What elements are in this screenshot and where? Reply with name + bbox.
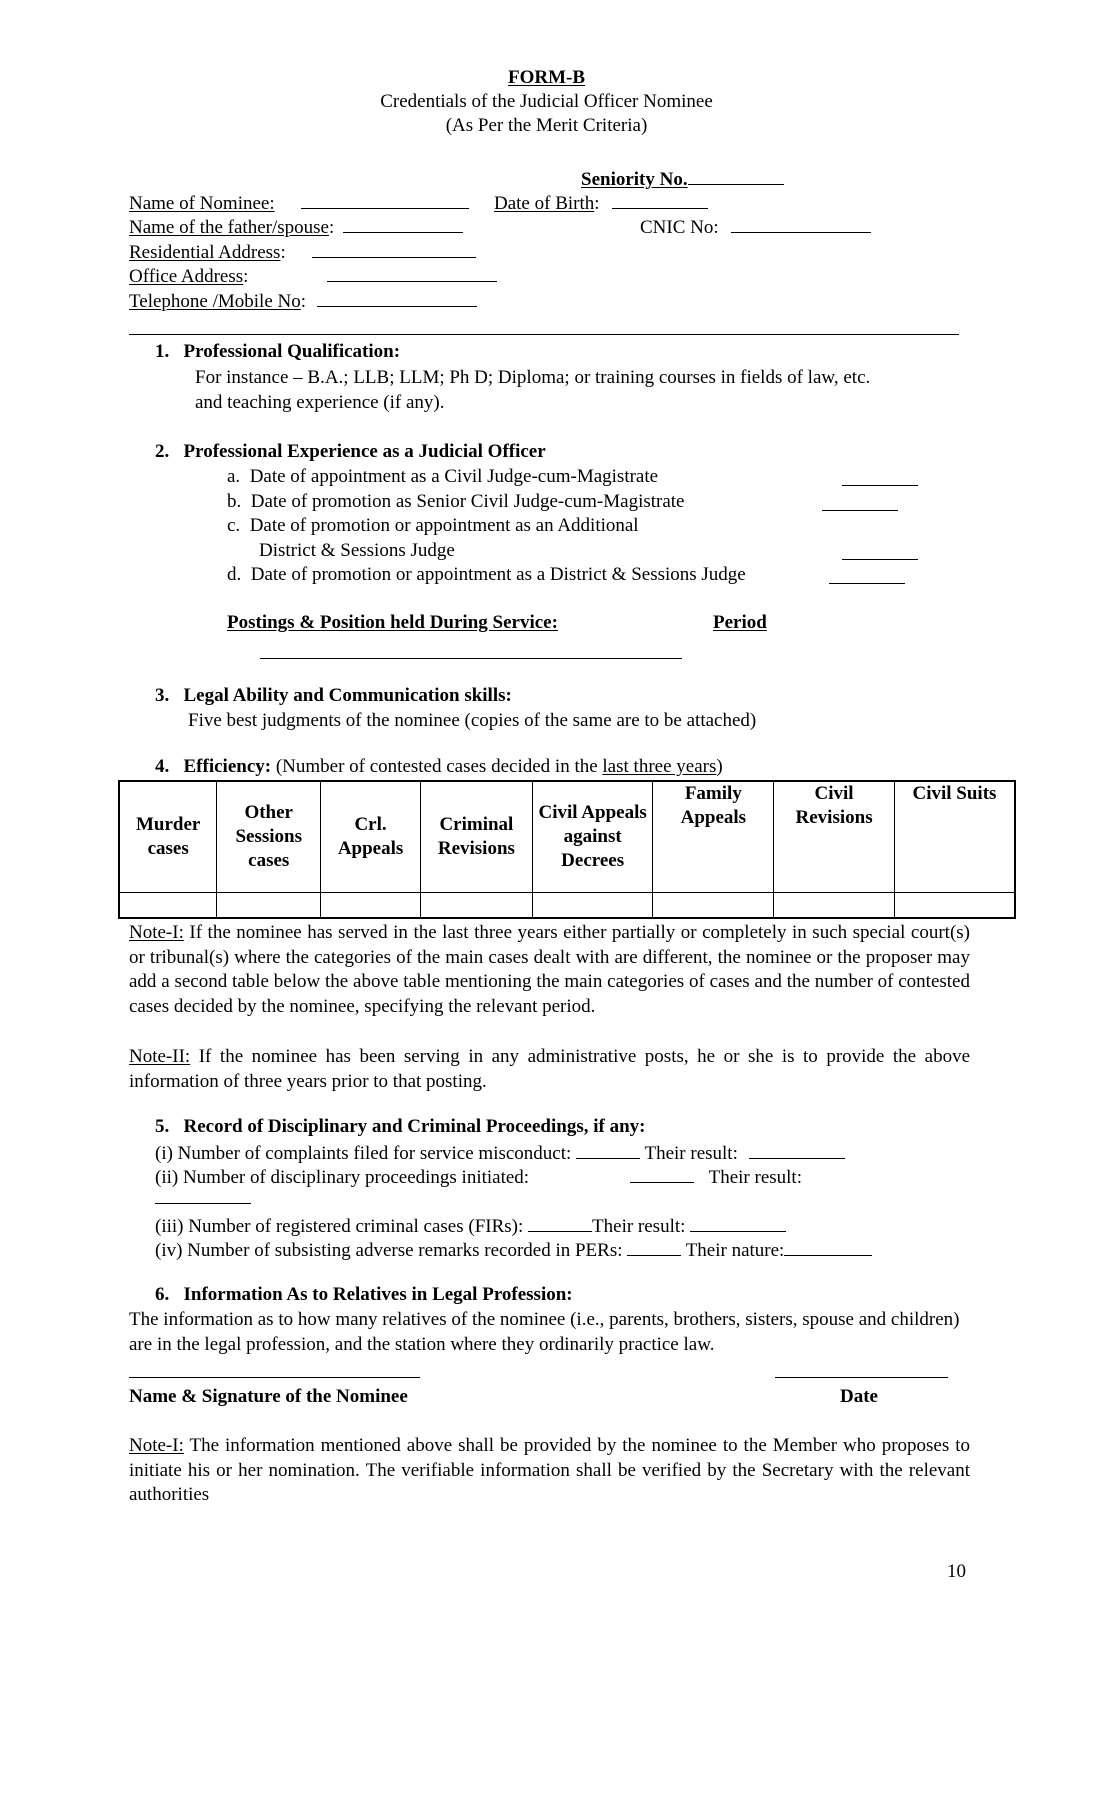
date-of-birth-label: Date of Birth [494, 193, 595, 214]
experience-item-c-blank[interactable] [842, 541, 918, 560]
date-of-birth-field[interactable]: Date of Birth: [494, 190, 708, 217]
father-spouse-field[interactable]: Name of the father/spouse: [129, 214, 463, 241]
telephone-blank[interactable] [317, 288, 477, 307]
complaints-result-blank[interactable] [749, 1140, 845, 1159]
note-2-label: Note-II: [129, 1046, 191, 1067]
cnic-label: CNIC No: [640, 217, 719, 238]
column-header: Other Sessions cases [217, 781, 321, 893]
postings-label: Postings & Position held During Service: [227, 612, 558, 633]
table-row [119, 893, 1015, 919]
date-of-birth-blank[interactable] [612, 190, 708, 209]
column-header: Family Appeals [653, 781, 774, 893]
page-number: 10 [947, 1561, 966, 1582]
section-1-heading: 1. Professional Qualification: [155, 341, 401, 362]
note-2: Note-II: If the nominee has been serving in any administrative posts, he or she is to provide the above information of three years prior to that posting. [129, 1046, 970, 1092]
adverse-remarks-nature-blank[interactable] [784, 1237, 872, 1256]
office-address-label: Office Address [129, 266, 244, 287]
telephone-label: Telephone /Mobile No [129, 291, 301, 312]
office-address-field[interactable]: Office Address: [129, 263, 497, 290]
experience-item-a: a. Date of appointment as a Civil Judge-cum-Magistrate [227, 466, 659, 487]
cnic-blank[interactable] [731, 214, 871, 233]
section-1-title: Professional Qualification: [183, 341, 401, 362]
section-4-title: Efficiency: [183, 756, 272, 777]
proceedings-count-blank[interactable] [630, 1164, 694, 1183]
table-cell[interactable] [653, 893, 774, 919]
efficiency-table-header [119, 781, 1015, 893]
experience-item-a-blank[interactable] [842, 467, 918, 486]
column-header: Civil Suits [894, 781, 1015, 893]
section-5-heading: 5. Record of Disciplinary and Criminal Proceedings, if any: [155, 1116, 646, 1137]
residential-address-label: Residential Address [129, 242, 281, 263]
telephone-field[interactable]: Telephone /Mobile No: [129, 288, 477, 315]
experience-item-d: d. Date of promotion or appointment as a District & Sessions Judge [227, 564, 746, 585]
table-cell[interactable] [321, 893, 421, 919]
complaints-count-blank[interactable] [576, 1140, 640, 1159]
section-1-text: For instance – B.A.; LLB; LLM; Ph D; Diploma; or training courses in fields of law, etc. [195, 367, 871, 388]
date-line[interactable] [775, 1377, 948, 1378]
table-cell[interactable] [774, 893, 895, 919]
form-subtitle: Credentials of the Judicial Officer Nominee [380, 91, 713, 112]
date-label: Date [840, 1386, 878, 1407]
section-divider [129, 334, 959, 335]
section-6-heading: 6. Information As to Relatives in Legal Profession: [155, 1284, 573, 1305]
seniority-no-field[interactable] [581, 166, 784, 193]
father-spouse-blank[interactable] [343, 214, 463, 233]
table-cell[interactable] [420, 893, 532, 919]
column-header: Civil Appeals against Decrees [532, 781, 653, 893]
section-3-text: Five best judgments of the nominee (copies of the same are to be attached) [188, 710, 757, 731]
postings-blank[interactable] [260, 658, 682, 659]
section-6-text: The information as to how many relatives of the nominee (i.e., parents, brothers, sisters, spouse and children) are in the legal profession, and the station where they ordinarily practice law. [129, 1309, 960, 1355]
section-3-heading: 3. Legal Ability and Communication skills: [155, 685, 512, 706]
section-3-title: Legal Ability and Communication skills: [183, 685, 512, 706]
column-header: Civil Revisions [774, 781, 895, 893]
section-6-title: Information As to Relatives in Legal Profession: [183, 1284, 573, 1305]
section-2-title: Professional Experience as a Judicial Officer [183, 441, 546, 462]
disciplinary-item-iii: (iii) Number of registered criminal cases (FIRs): Their result: [155, 1213, 786, 1240]
section-2-heading: 2. Professional Experience as a Judicial Officer [155, 441, 546, 462]
disciplinary-item-ii: (ii) Number of disciplinary proceedings initiated: Their result: [155, 1164, 802, 1191]
disciplinary-item-iv: (iv) Number of subsisting adverse remarks recorded in PERs: Their nature: [155, 1237, 872, 1264]
experience-item-c: c. Date of promotion or appointment as an Additional [227, 515, 639, 536]
father-spouse-label: Name of the father/spouse [129, 217, 329, 238]
column-header: Crl. Appeals [321, 781, 421, 893]
experience-item-b-blank[interactable] [822, 492, 898, 511]
signature-line[interactable] [129, 1377, 420, 1378]
form-title: FORM-B [507, 67, 586, 88]
column-header: Criminal Revisions [420, 781, 532, 893]
residential-address-blank[interactable] [312, 239, 476, 258]
signature-label: Name & Signature of the Nominee [129, 1386, 408, 1407]
form-subtitle-criteria: (As Per the Merit Criteria) [445, 115, 648, 136]
table-cell[interactable] [119, 893, 217, 919]
section-4-heading: 4. Efficiency: (Number of contested cases decided in the last three years) [155, 756, 723, 777]
note-1-label: Note-I: [129, 922, 184, 943]
firs-result-blank[interactable] [690, 1213, 786, 1232]
experience-item-c-line2: District & Sessions Judge [259, 540, 455, 561]
adverse-remarks-count-blank[interactable] [627, 1237, 681, 1256]
firs-count-blank[interactable] [528, 1213, 592, 1232]
footer-note-label: Note-I: [129, 1435, 184, 1456]
footer-note: Note-I: The information mentioned above shall be provided by the nominee to the Member who proposes to initiate his or her nomination. The verifiable information shall be verified by the Secretary with the relevant authorities [129, 1435, 970, 1505]
seniority-blank[interactable] [688, 166, 784, 185]
name-of-nominee-field[interactable] [129, 190, 469, 217]
section-5-title: Record of Disciplinary and Criminal Proceedings, if any: [183, 1116, 646, 1137]
proceedings-result-blank[interactable] [155, 1185, 251, 1204]
disciplinary-item-i: (i) Number of complaints filed for service misconduct: Their result: [155, 1140, 845, 1167]
column-header: Murder cases [119, 781, 217, 893]
period-label: Period [713, 612, 767, 633]
table-cell[interactable] [532, 893, 653, 919]
efficiency-table [118, 780, 1016, 919]
cnic-field[interactable] [640, 214, 871, 241]
residential-address-field[interactable]: Residential Address: [129, 239, 476, 266]
name-of-nominee-label: Name of Nominee: [129, 193, 275, 214]
table-cell[interactable] [217, 893, 321, 919]
table-cell[interactable] [894, 893, 1015, 919]
experience-item-b: b. Date of promotion as Senior Civil Judge-cum-Magistrate [227, 491, 685, 512]
note-1: Note-I: If the nominee has served in the last three years either partially or completely in such special court(s) or tribunal(s) where the categories of the main cases dealt with are different, the nominee or the proposer may add a second table below the above table mentioning the main categories of cases and the number of contested cases decided by the nominee, specifying the relevant period. [129, 922, 970, 1017]
name-of-nominee-blank[interactable] [301, 190, 469, 209]
section-1-text-2: and teaching experience (if any). [195, 392, 445, 413]
experience-item-d-blank[interactable] [829, 565, 905, 584]
office-address-blank[interactable] [327, 263, 497, 282]
seniority-label: Seniority No. [581, 169, 688, 190]
